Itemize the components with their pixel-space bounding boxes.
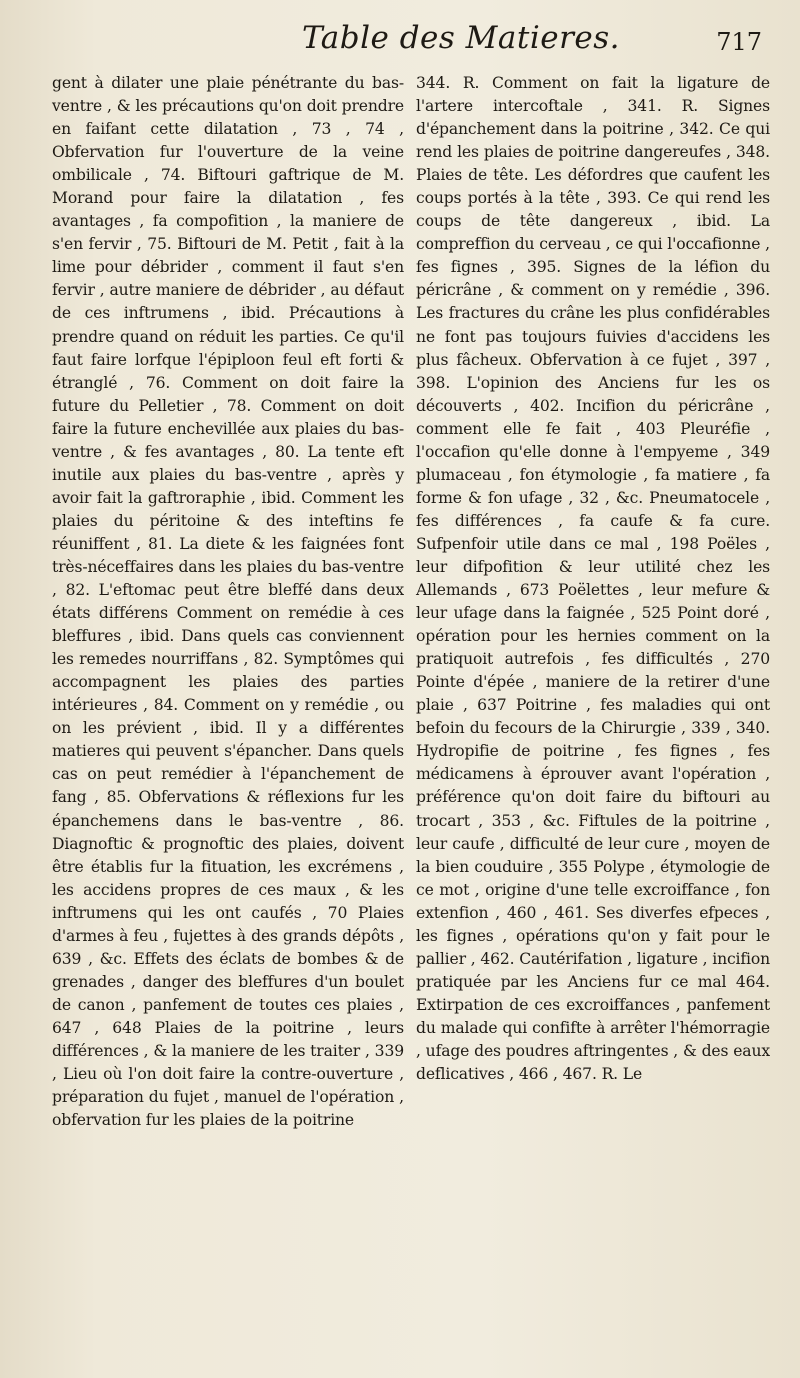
left-column (52, 72, 404, 1132)
page-number: 717 (716, 28, 762, 56)
page-title: Table des Matieres. (302, 20, 621, 56)
left-column-text: gent à dilater une plaie pénétrante du bas-ventre , & les précautions qu'on doit prendre en faifant cette dilatation , 73 , 74 , Obfervation fur l'ouverture de la veine ombilicale , 74. Biftouri gaftrique de M. Morand pour faire la dilatation , fes avantages , fa compofition , la maniere de s'en fervir , 75. Biftouri de M. Petit , fait à la lime pour débrider , comment il faut s'en fervir , autre maniere de débrider , au défaut de ces inftrumens , ibid. Précautions à prendre quand on réduit les parties. Ce qu'il faut faire lorfque l'épiploon feul eft forti & étranglé , 76. Comment on doit faire la future du Pelletier , 78. Comment on doit faire la future enchevillée aux plaies du bas-ventre , & fes avantages , 80. La tente eft inutile aux plaies du bas-ventre , après y avoir fait la gaftroraphie , ibid. Comment les plaies du péritoine & des inteftins fe réuniffent , 81. La diete & les faignées font très-néceffaires dans les plaies du bas-ventre , 82. L'eftomac peut être bleffé dans deux états différens Comment on remédie à ces bleffures , ibid. Dans quels cas conviennent les remedes nourriffans , 82. Symptômes qui accompagnent les plaies des parties intérieures , 84. Comment on y remédie , ou on les prévient , ibid. Il y a différentes matieres qui peuvent s'épancher. Dans quels cas on peut remédier à l'épanchement de fang , 85. Obfervations & réflexions fur les épanchemens dans le bas-ventre , 86. Diagnoftic & prognoftic des plaies, doivent être établis fur la fituation, les excrémens , les accidens propres de ces maux , & les inftrumens qui les ont caufés , 70 Plaies d'armes à feu , fujettes à des grands dépôts , 639 , &c. Effets des éclats de bombes & de grenades , danger des bleffures d'un boulet de canon , panfement de toutes ces plaies , 647 , 648 Plaies de la poitrine , leurs différences , & la maniere de les traiter , 339 , Lieu où l'on doit faire la contre-ouverture , préparation du fujet , manuel de l'opération , obfervation fur les plaies de la poitrine (52, 74, 404, 1130)
right-column-text: 344. R. Comment on fait la ligature de l'artere intercoftale , 341. R. Signes d'épanchement dans la poitrine , 342. Ce qui rend les plaies de poitrine dangereufes , 348. Plaies de tête. Les défordres que caufent les coups portés à la tête , 393. Ce qui rend les coups de tête dangereux , ibid. La compreffion du cerveau , ce qui l'occafionne , fes fignes , 395. Signes de la léfion du péricrâne , & comment on y remédie , 396. Les fractures du crâne les plus confidérables ne font pas toujours fuivies d'accidens les plus fâcheux. Obfervation à ce fujet , 397 , 398. L'opinion des Anciens fur les os découverts , 402. Incifion du péricrâne , comment elle fe fait , 403 Pleuréfie , l'occafion qu'elle donne à l'empyeme , 349 plumaceau , fon étymologie , fa matiere , fa forme & fon ufage , 32 , &c. Pneumatocele , fes différences , fa caufe & fa cure. Sufpenfoir utile dans ce mal , 198 Poëles , leur difpofition & leur utilité chez les Allemands , 673 Poëlettes , leur mefure & leur ufage dans la faignée , 525 Point doré , opération pour les hernies comment on la pratiquoit autrefois , fes difficultés , 270 Pointe d'épée , maniere de la retirer d'une plaie , 637 Poitrine , fes maladies qui ont befoin du fecours de la Chirurgie , 339 , 340. Hydropifie de poitrine , fes fignes , fes médicamens à éprouver avant l'opération , préférence qu'on doit faire du biftouri au trocart , 353 , &c. Fiftules de la poitrine , leur caufe , difficulté de leur cure , moyen de la bien couduire , 355 Polype , étymologie de ce mot , origine d'une telle excroiffance , fon extenfion , 460 , 461. Ses diverfes efpeces , les fignes , opérations qu'on y fait pour le pallier , 462. Cautérifation , ligature , incifion pratiquée par les Anciens fur ce mal 464. Extirpation de ces excroiffances , panfement du malade qui confifte à arrêter l'hémorragie , ufage des poudres aftringentes , & des eaux deflicatives , 466 , 467. R. Le (416, 74, 770, 1084)
right-column (416, 72, 770, 1086)
running-header (52, 14, 770, 60)
